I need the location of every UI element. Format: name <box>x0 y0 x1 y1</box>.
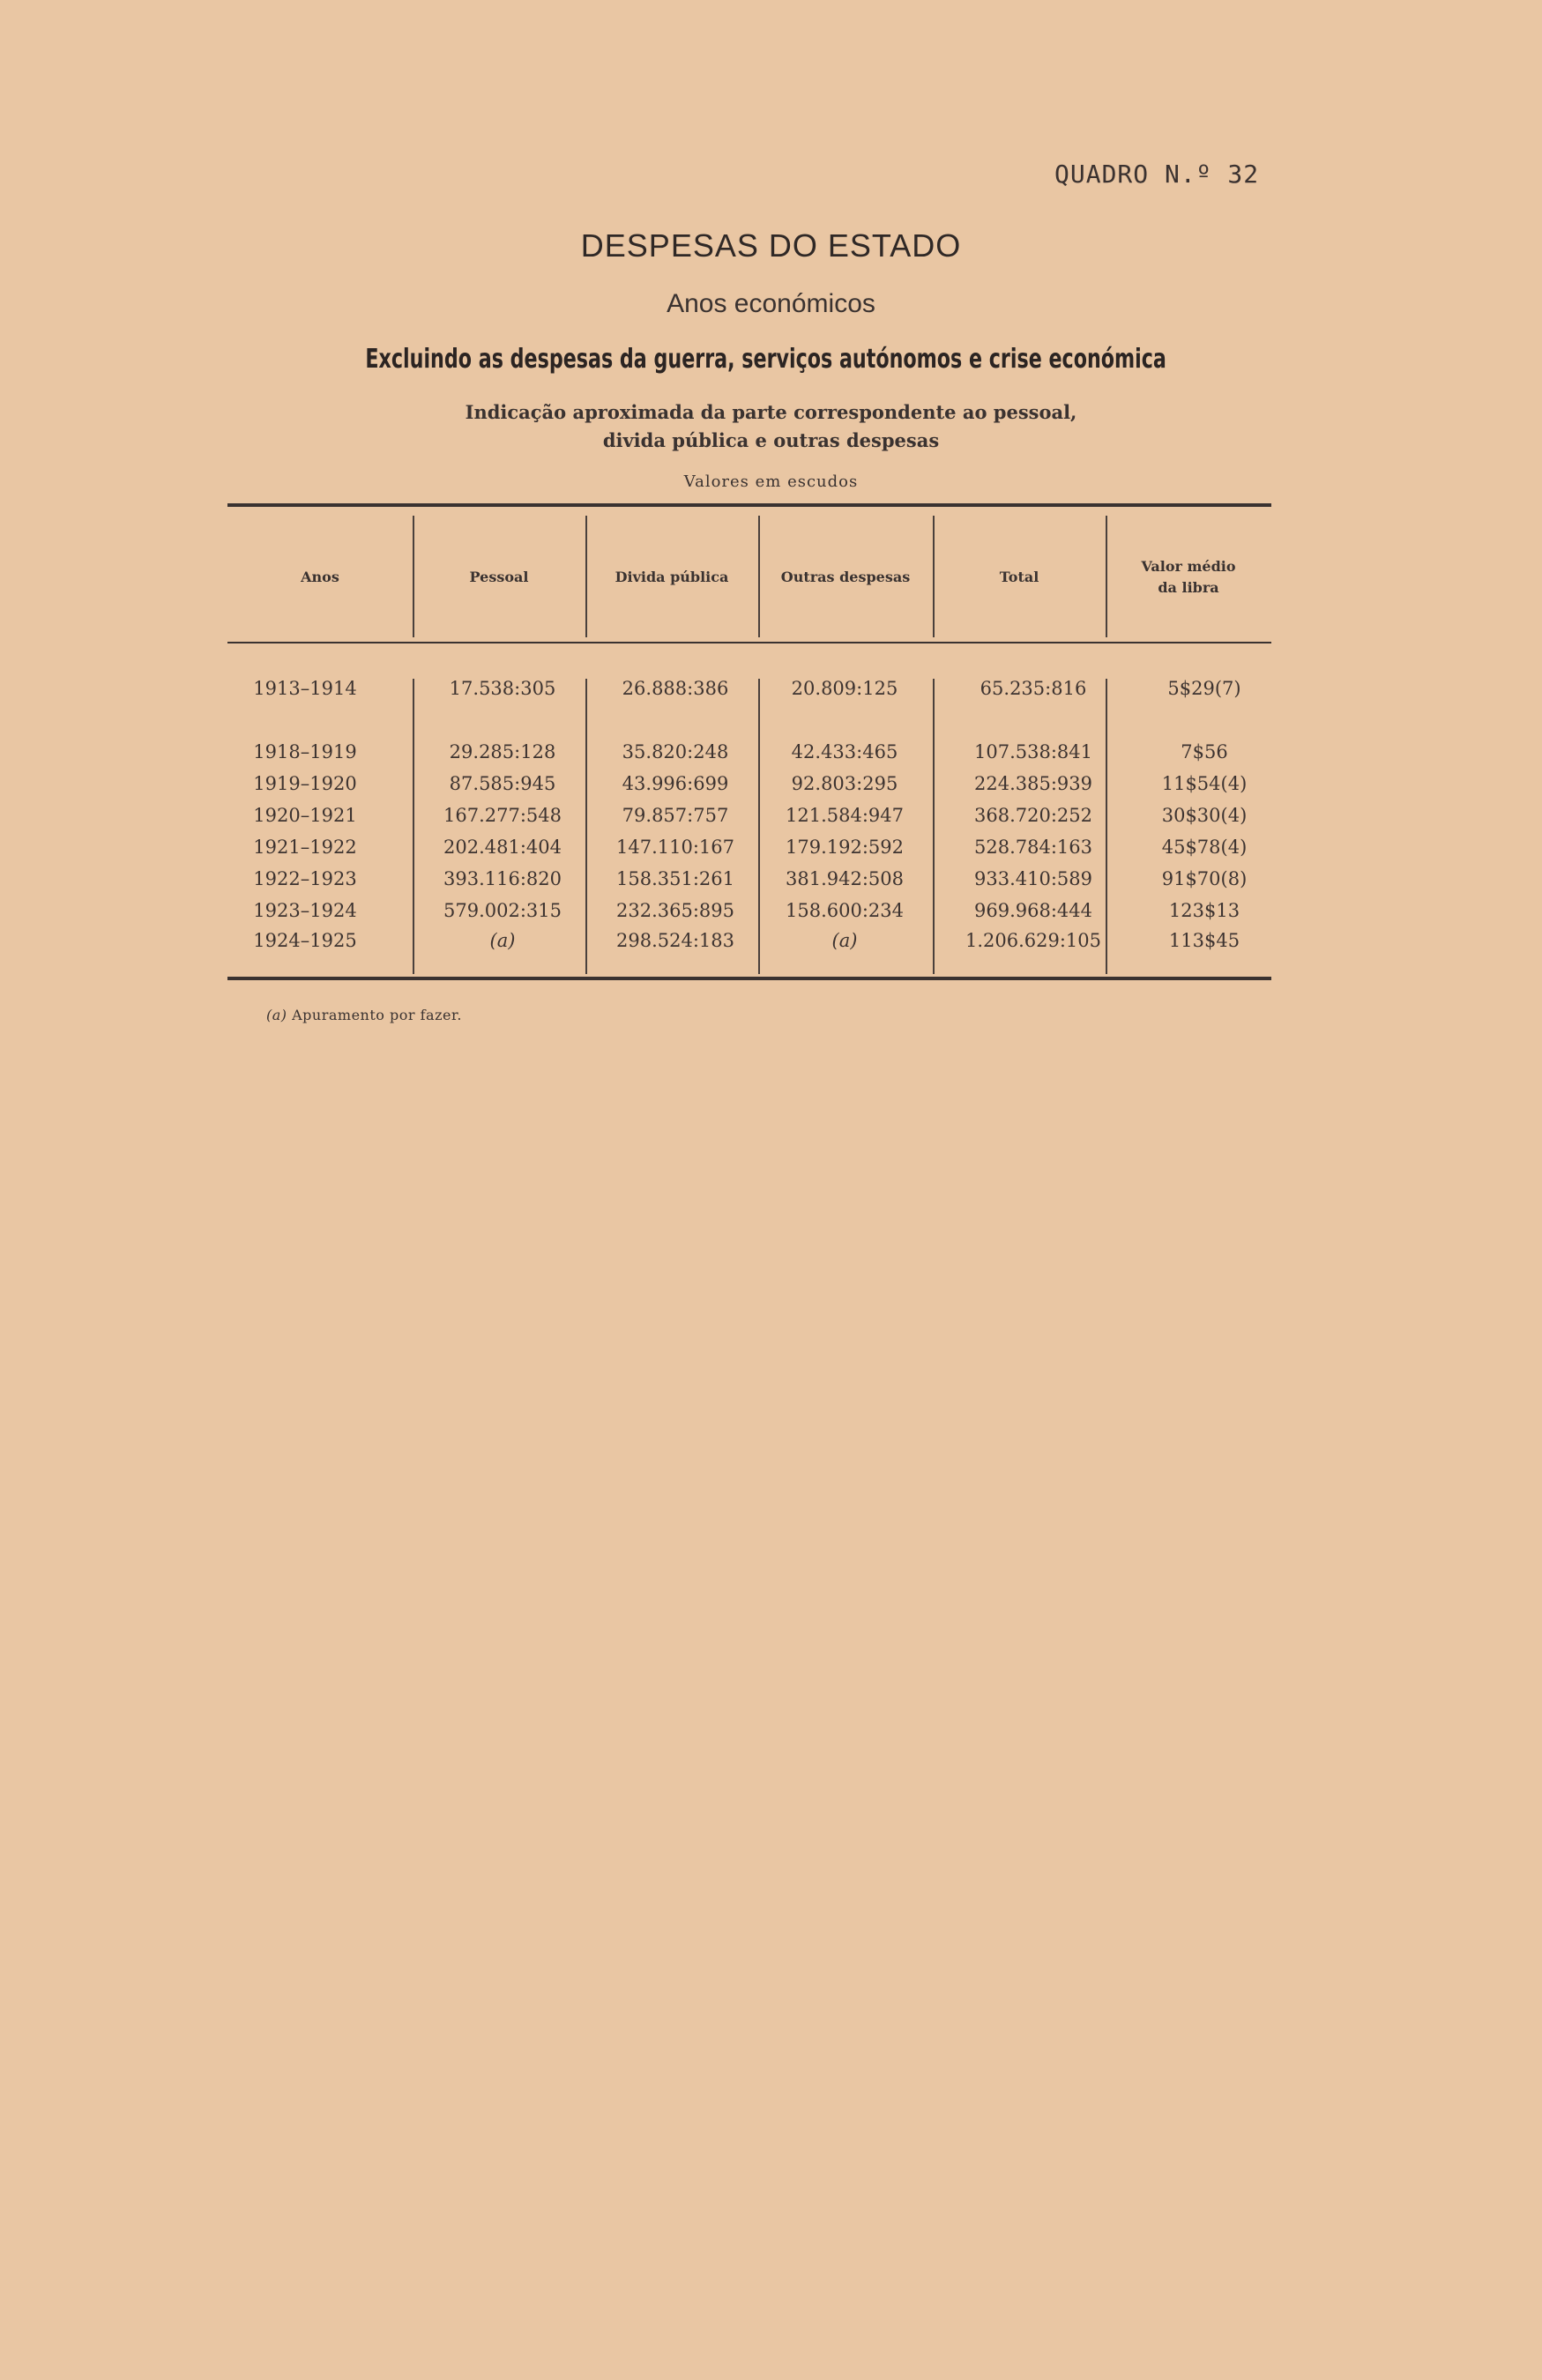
table-cell-pessoal: 202.481:404 <box>443 837 562 858</box>
table-cell-outras: 121.584:947 <box>786 805 904 826</box>
footnote-marker: (a) <box>266 1007 287 1023</box>
table-cell-divida: 43.996:699 <box>622 773 729 794</box>
table-cell-outras: 42.433:465 <box>791 741 898 762</box>
footnote <box>266 1007 462 1023</box>
exclusion-note: Excluindo as despesas da guerra, serviços autónomos e crise económica <box>365 344 1166 375</box>
table-cell-anos: 1924–1925 <box>253 930 357 951</box>
table-cell-outras: (a) <box>831 930 858 951</box>
table-cell-pessoal: 579.002:315 <box>443 900 562 921</box>
table-cell-outras: 20.809:125 <box>791 678 898 699</box>
table-cell-outras: 92.803:295 <box>791 773 898 794</box>
table-top-rule <box>227 503 1271 507</box>
table-cell-libra: 5$29(7) <box>1167 678 1241 699</box>
table-cell-libra: 91$70(8) <box>1161 868 1248 889</box>
table-cell-pessoal: 17.538:305 <box>449 678 556 699</box>
table-cell-outras: 381.942:508 <box>786 868 904 889</box>
table-cell-libra: 45$78(4) <box>1161 837 1248 858</box>
table-cell-anos: 1921–1922 <box>253 837 357 858</box>
table-cell-divida: 147.110:167 <box>616 837 734 858</box>
page-title: DESPESAS DO ESTADO <box>580 227 962 264</box>
column-header-pessoal: Pessoal <box>469 569 529 585</box>
table-cell-libra: 30$30(4) <box>1161 805 1248 826</box>
table-cell-libra: 113$45 <box>1168 930 1240 951</box>
table-cell-divida: 298.524:183 <box>616 930 734 951</box>
footnote-text: Apuramento por fazer. <box>292 1007 462 1023</box>
body-column-divider <box>933 679 935 974</box>
column-header-divida: Divida pública <box>615 569 729 585</box>
table-cell-libra: 11$54(4) <box>1161 773 1248 794</box>
table-cell-pessoal: (a) <box>489 930 516 951</box>
column-header-anos: Anos <box>301 569 339 585</box>
table-cell-total: 224.385:939 <box>974 773 1092 794</box>
table-cell-total: 65.235:816 <box>980 678 1087 699</box>
column-header-libra: Valor médio da libra <box>1141 558 1236 596</box>
indication-line-2: divida pública e outras despesas <box>602 429 940 451</box>
table-cell-pessoal: 393.116:820 <box>443 868 562 889</box>
page-subtitle: Anos económicos <box>667 289 875 318</box>
table-cell-pessoal: 29.285:128 <box>449 741 556 762</box>
table-cell-total: 107.538:841 <box>974 741 1092 762</box>
table-cell-total: 969.968:444 <box>974 900 1092 921</box>
table-cell-anos: 1922–1923 <box>253 868 357 889</box>
table-cell-divida: 79.857:757 <box>622 805 729 826</box>
table-bottom-rule <box>227 977 1271 980</box>
table-cell-total: 368.720:252 <box>974 805 1092 826</box>
table-cell-outras: 158.600:234 <box>786 900 904 921</box>
column-header-total: Total <box>999 569 1039 585</box>
indication-line-1: Indicação aproximada da parte correspondente ao pessoal, <box>465 401 1077 423</box>
table-cell-anos: 1920–1921 <box>253 805 357 826</box>
table-cell-outras: 179.192:592 <box>786 837 904 858</box>
indication-note <box>0 398 1542 455</box>
column-header-outras: Outras despesas <box>780 569 911 585</box>
table-cell-anos: 1918–1919 <box>253 741 357 762</box>
units-note: Valores em escudos <box>683 472 859 491</box>
table-cell-anos: 1923–1924 <box>253 900 357 921</box>
quadro-number: QUADRO N.º 32 <box>1054 160 1260 189</box>
table-cell-divida: 35.820:248 <box>622 741 729 762</box>
table-header-rule <box>227 642 1271 643</box>
table-cell-divida: 26.888:386 <box>622 678 729 699</box>
table-cell-total: 1.206.629:105 <box>965 930 1102 951</box>
table-cell-anos: 1919–1920 <box>253 773 357 794</box>
table-cell-libra: 123$13 <box>1168 900 1240 921</box>
table-cell-total: 528.784:163 <box>974 837 1092 858</box>
table-cell-divida: 158.351:261 <box>616 868 734 889</box>
table-cell-total: 933.410:589 <box>974 868 1092 889</box>
table-cell-libra: 7$56 <box>1181 741 1228 762</box>
table-cell-pessoal: 167.277:548 <box>443 805 562 826</box>
table-cell-divida: 232.365:895 <box>616 900 734 921</box>
table-cell-anos: 1913–1914 <box>253 678 357 699</box>
table-cell-pessoal: 87.585:945 <box>449 773 556 794</box>
